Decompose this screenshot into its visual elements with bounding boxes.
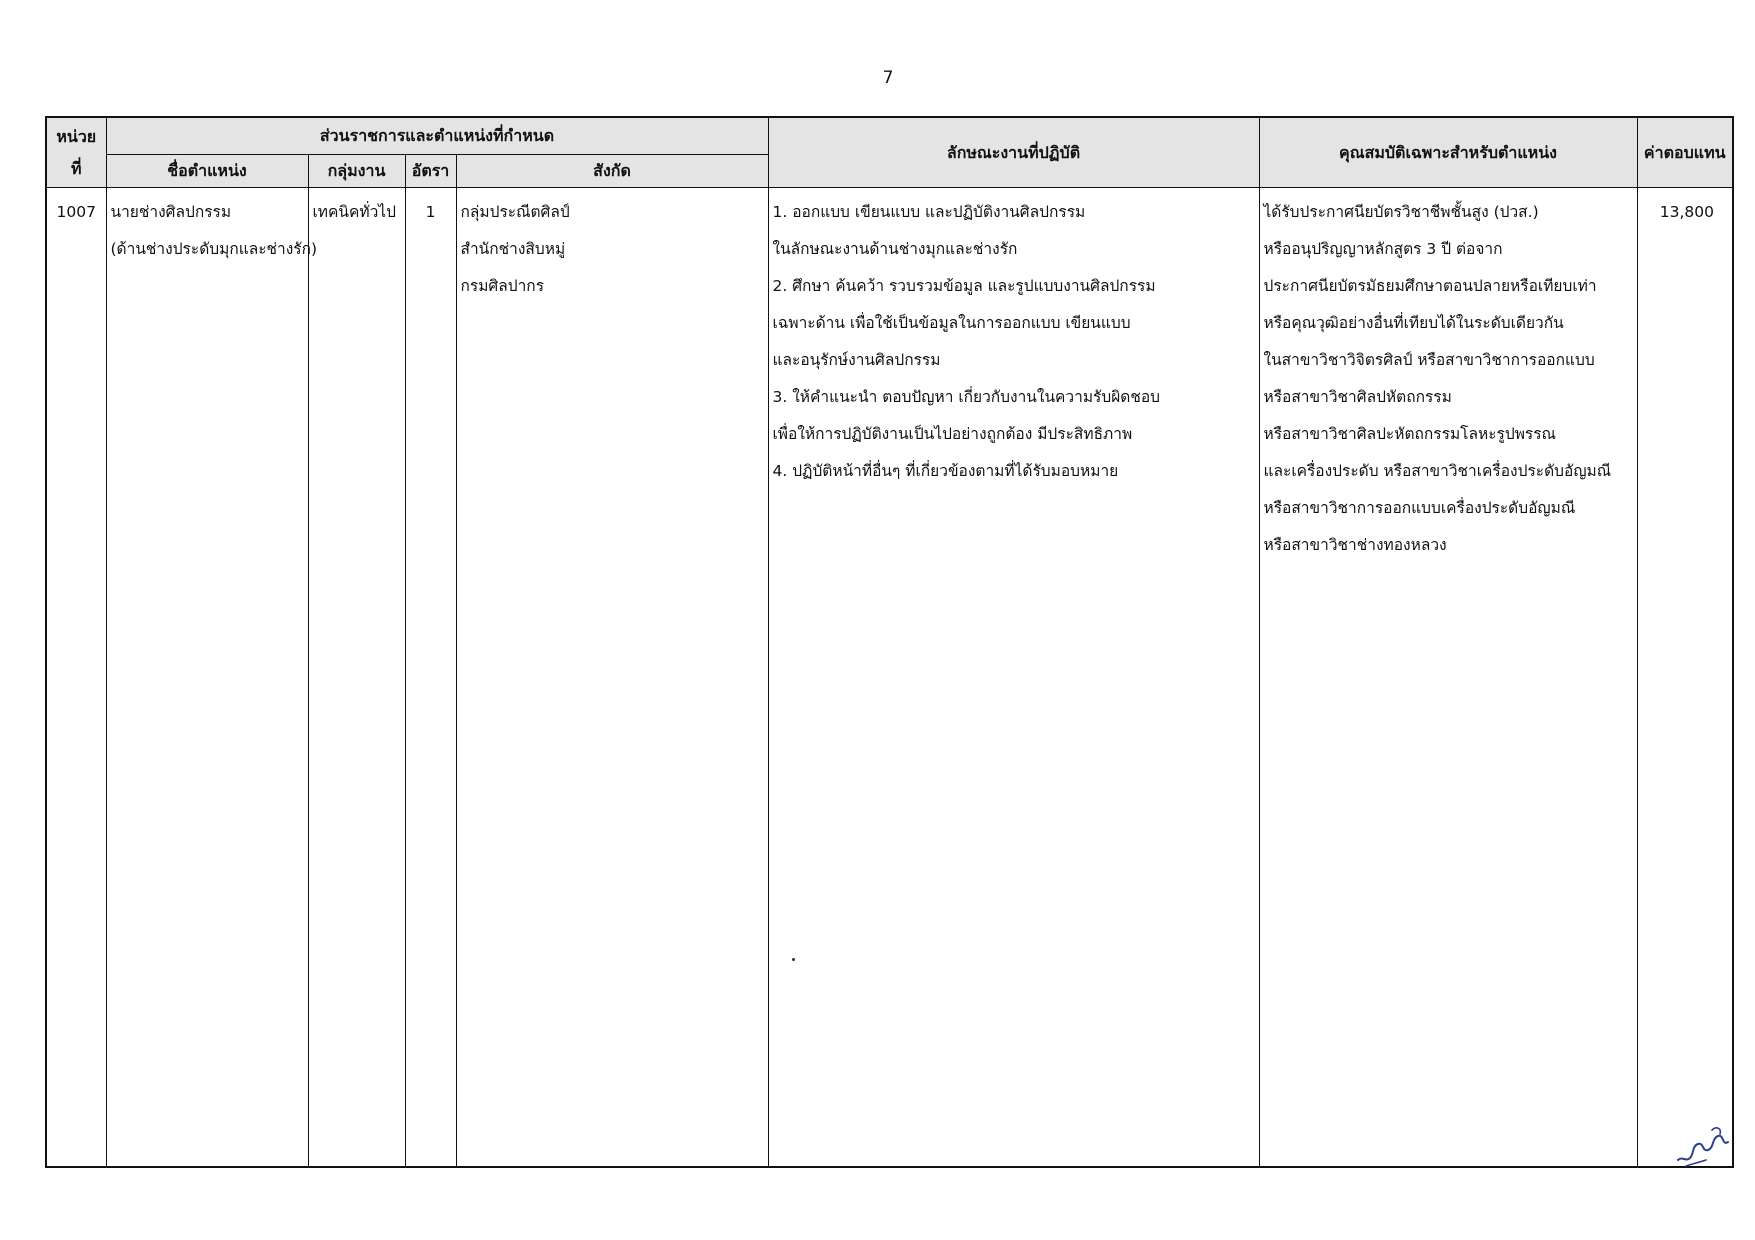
header-unit-no-line2: ที่ [70,158,82,178]
qualification-line: ได้รับประกาศนียบัตรวิชาชีพชั้นสูง (ปวส.) [1263,203,1539,221]
header-qualifications: คุณสมบัติเฉพาะสำหรับตำแหน่ง [1259,117,1637,188]
positions-table [45,116,1734,1168]
duty-line: ในลักษณะงานด้านช่างมุกและช่างรัก [772,240,1018,258]
header-rate: อัตรา [405,155,456,188]
position-name-cell [106,188,318,1168]
unit-no-cell [46,188,106,1168]
page-number: 7 [882,68,894,88]
qualification-line: หรือสาขาวิชาช่างทองหลวง [1263,536,1447,554]
qualification-line: หรือสาขาวิชาศิลปหัตถกรรม [1263,388,1452,406]
qualification-line: ในสาขาวิชาวิจิตรศิลป์ หรือสาขาวิชาการออกแบบ [1263,351,1595,369]
rate-cell [405,188,456,1168]
qualification-line: หรือสาขาวิชาศิลปะหัตถกรรมโลหะรูปพรรณ [1263,425,1556,443]
stray-mark [792,958,795,961]
qualifications-cell [1259,188,1637,1168]
unit-no: 1007 [56,203,96,221]
duty-line: เพื่อให้การปฏิบัติงานเป็นไปอย่างถูกต้อง มีประสิทธิภาพ [772,425,1133,443]
qualification-line: ประกาศนียบัตรมัธยมศึกษาตอนปลายหรือเทียบเท่า [1263,277,1597,295]
handwritten-signature [1672,1116,1736,1172]
duty-line: 2. ศึกษา ค้นคว้า รวบรวมข้อมูล และรูปแบบงานศิลปกรรม [772,277,1156,295]
qualification-line: และเครื่องประดับ หรือสาขาวิชาเครื่องประดับอัญมณี [1263,462,1612,480]
qualification-line: หรือคุณวุฒิอย่างอื่นที่เทียบได้ในระดับเดียวกัน [1263,314,1564,332]
duty-line: 1. ออกแบบ เขียนแบบ และปฏิบัติงานศิลปกรรม [772,203,1086,221]
duty-line: 4. ปฏิบัติหน้าที่อื่นๆ ที่เกี่ยวข้องตามที่ได้รับมอบหมาย [772,462,1119,480]
affiliation-line: กลุ่มประณีตศิลป์ [460,203,570,221]
duties-cell [768,188,1259,1168]
header-position-name: ชื่อตำแหน่ง [106,155,308,188]
affiliation-cell [456,188,768,1168]
qualification-line: หรือสาขาวิชาการออกแบบเครื่องประดับอัญมณี [1263,499,1576,517]
rate: 1 [425,203,436,221]
header-work-group: กลุ่มงาน [308,155,405,188]
affiliation-line: กรมศิลปากร [460,277,545,295]
compensation: 13,800 [1659,203,1714,221]
table-row [46,188,1733,1168]
duty-line: เฉพาะด้าน เพื่อใช้เป็นข้อมูลในการออกแบบ เขียนแบบ [772,314,1131,332]
work-group-cell [308,188,405,1168]
header-duties: ลักษณะงานที่ปฏิบัติ [768,117,1259,188]
compensation-cell [1637,188,1733,1168]
position-specialty: (ด้านช่างประดับมุกและช่างรัก) [110,240,318,258]
qualification-line: หรืออนุปริญญาหลักสูตร 3 ปี ต่อจาก [1263,240,1503,258]
header-compensation: ค่าตอบแทน [1637,117,1733,188]
duty-line: และอนุรักษ์งานศิลปกรรม [772,351,941,369]
header-unit-no-line1: หน่วย [56,126,97,146]
work-group: เทคนิคทั่วไป [312,203,396,221]
header-unit-no [46,117,106,188]
header-affiliation: สังกัด [456,155,768,188]
affiliation-line: สำนักช่างสิบหมู่ [460,240,566,258]
position-name: นายช่างศิลปกรรม [110,203,232,221]
header-group-title: ส่วนราชการและตำแหน่งที่กำหนด [106,117,768,155]
duty-line: 3. ให้คำแนะนำ ตอบปัญหา เกี่ยวกับงานในความรับผิดชอบ [772,388,1161,406]
table-header [46,117,1733,188]
